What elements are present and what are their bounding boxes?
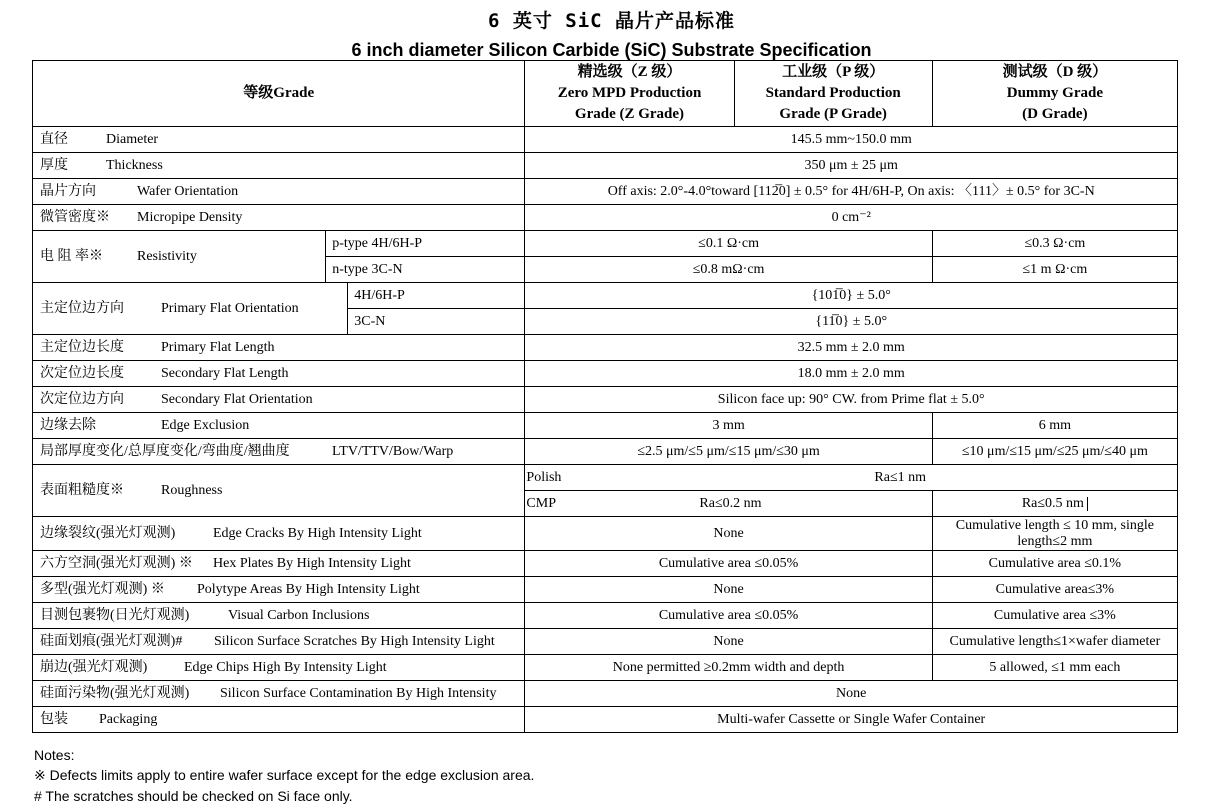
label-en: Thickness	[106, 158, 163, 173]
label-zh: 主定位边长度	[40, 340, 124, 355]
header-p-grade	[734, 61, 932, 127]
label-edge-exclusion	[33, 413, 525, 439]
header-grade: 等级Grade	[33, 61, 525, 127]
header-z-grade	[525, 61, 734, 127]
label-diameter	[33, 127, 525, 153]
resistivity-n-d: ≤1 m Ω·cm	[932, 257, 1177, 283]
text-cursor	[1087, 497, 1088, 511]
scratches-d: Cumulative length≤1×wafer diameter	[932, 629, 1177, 655]
label-en: Polytype Areas By High Intensity Light	[197, 582, 420, 597]
primary-flat-sub-2: 3C-N	[348, 309, 525, 335]
polish-value: Ra≤1 nm	[874, 470, 927, 485]
label-zh: 次定位边长度	[40, 366, 124, 381]
label-en: Edge Chips High By Intensity Light	[184, 660, 387, 675]
ltv-d: ≤10 μm/≤15 μm/≤25 μm/≤40 μm	[932, 439, 1177, 465]
label-en: Hex Plates By High Intensity Light	[213, 556, 411, 571]
edge-cracks-zp: None	[525, 517, 932, 551]
label-zh: 次定位边方向	[40, 392, 124, 407]
z-grade-zh: 精选级（Z 级）	[577, 64, 682, 80]
value-secondary-flat-orientation: Silicon face up: 90° CW. from Prime flat ± 5.0°	[525, 387, 1178, 413]
row-thickness	[33, 153, 1178, 179]
edge-chips-d: 5 allowed, ≤1 mm each	[932, 655, 1177, 681]
label-primary-flat-orientation	[33, 283, 348, 335]
specification-table	[32, 60, 1178, 733]
label-packaging	[33, 707, 525, 733]
label-zh: 边缘裂纹(强光灯观测)	[40, 526, 176, 541]
edge-exclusion-d: 6 mm	[932, 413, 1177, 439]
polish-wrap	[525, 465, 1177, 490]
label-zh: 目测包裹物(日光灯观测)	[40, 608, 190, 623]
label-primary-flat-length	[33, 335, 525, 361]
label-secondary-flat-length	[33, 361, 525, 387]
p-grade-zh: 工业级（P 级）	[782, 64, 885, 80]
label-en: Visual Carbon Inclusions	[228, 608, 370, 623]
label-orientation	[33, 179, 525, 205]
row-micropipe	[33, 205, 1178, 231]
row-diameter	[33, 127, 1178, 153]
label-zh: 微管密度※	[40, 210, 110, 225]
cmp-zp-value: Ra≤0.2 nm	[699, 496, 762, 511]
label-zh: 硅面污染物(强光灯观测)	[40, 686, 190, 701]
label-zh: 硅面划痕(强光灯观测)#	[40, 634, 183, 649]
header-d-grade	[932, 61, 1177, 127]
label-carbon	[33, 603, 525, 629]
hex-plates-zp: Cumulative area ≤0.05%	[525, 551, 932, 577]
row-edge-exclusion	[33, 413, 1178, 439]
edge-chips-zp: None permitted ≥0.2mm width and depth	[525, 655, 932, 681]
label-en: Diameter	[106, 132, 159, 147]
ltv-zp: ≤2.5 μm/≤5 μm/≤15 μm/≤30 μm	[525, 439, 932, 465]
value-micropipe: 0 cm⁻²	[525, 205, 1178, 231]
label-roughness	[33, 465, 525, 517]
p-grade-en2: Grade (P Grade)	[779, 106, 887, 122]
roughness-cmp-d	[932, 491, 1177, 517]
label-zh: 表面粗糙度※	[40, 483, 124, 498]
cmp-d-value: Ra≤0.5 nm	[1021, 496, 1084, 511]
value-primary-flat-length: 32.5 mm ± 2.0 mm	[525, 335, 1178, 361]
primary-flat-sub-1: 4H/6H-P	[348, 283, 525, 309]
label-polytype	[33, 577, 525, 603]
label-zh: 多型(强光灯观测) ※	[40, 582, 165, 597]
polytype-zp: None	[525, 577, 932, 603]
label-micropipe	[33, 205, 525, 231]
label-contamination	[33, 681, 525, 707]
note-scratches: # The scratches should be checked on Si face only.	[34, 788, 353, 804]
label-zh: 晶片方向	[40, 184, 96, 199]
primary-flat-value-2: {11̅0} ± 5.0°	[525, 309, 1178, 335]
hex-plates-d: Cumulative area ≤0.1%	[932, 551, 1177, 577]
document-title-english: 6 inch diameter Silicon Carbide (SiC) Substrate Specification	[351, 40, 872, 60]
row-edge-cracks	[33, 517, 1178, 551]
row-orientation	[33, 179, 1178, 205]
label-en: Silicon Surface Contamination By High Intensity	[220, 686, 497, 701]
d-grade-en2: (D Grade)	[1022, 106, 1088, 122]
packaging-value: Multi-wafer Cassette or Single Wafer Container	[525, 707, 1178, 733]
label-en: Primary Flat Orientation	[161, 301, 299, 316]
row-secondary-flat-orientation	[33, 387, 1178, 413]
label-secondary-flat-orientation	[33, 387, 525, 413]
label-zh: 局部厚度变化/总厚度变化/弯曲度/翘曲度	[40, 444, 290, 459]
label-zh: 直径	[40, 132, 68, 147]
row-scratches	[33, 629, 1178, 655]
resistivity-p-zp: ≤0.1 Ω·cm	[525, 231, 932, 257]
label-thickness	[33, 153, 525, 179]
document-title-chinese: 6 英寸 SiC 晶片产品标准	[487, 10, 736, 32]
row-roughness-polish	[33, 465, 1178, 491]
label-ltv	[33, 439, 525, 465]
roughness-cmp-cell	[525, 491, 932, 517]
resistivity-n-zp: ≤0.8 mΩ·cm	[525, 257, 932, 283]
z-grade-en2: Grade (Z Grade)	[574, 106, 685, 122]
row-resistivity-p	[33, 231, 1178, 257]
edge-exclusion-zp: 3 mm	[525, 413, 932, 439]
header-row	[33, 61, 1178, 127]
value-thickness: 350 μm ± 25 μm	[525, 153, 1178, 179]
label-en: Packaging	[99, 712, 158, 727]
polish-label: Polish	[526, 470, 562, 485]
primary-flat-value-1: {101̅0} ± 5.0°	[525, 283, 1178, 309]
label-en: Primary Flat Length	[161, 340, 275, 355]
row-contamination	[33, 681, 1178, 707]
contamination-value: None	[525, 681, 1178, 707]
label-resistivity	[33, 231, 326, 283]
edge-cracks-d-line2: length≤2 mm	[1017, 533, 1093, 549]
row-ltv	[33, 439, 1178, 465]
d-grade-zh: 测试级（D 级）	[1002, 64, 1108, 80]
label-zh: 电 阻 率※	[40, 249, 103, 264]
label-en: Roughness	[161, 483, 223, 498]
resistivity-p-type: p-type 4H/6H-P	[326, 231, 525, 257]
row-packaging	[33, 707, 1178, 733]
row-primary-flat-orientation-1	[33, 283, 1178, 309]
edge-cracks-d-line1: Cumulative length ≤ 10 mm, single	[955, 517, 1154, 533]
row-polytype	[33, 577, 1178, 603]
cmp-wrap	[525, 491, 931, 516]
z-grade-en1: Zero MPD Production	[557, 85, 702, 101]
label-en: Micropipe Density	[137, 210, 243, 225]
row-primary-flat-length	[33, 335, 1178, 361]
carbon-d: Cumulative area ≤3%	[932, 603, 1177, 629]
cmp-label: CMP	[526, 496, 556, 511]
label-zh: 主定位边方向	[40, 301, 124, 316]
resistivity-n-type: n-type 3C-N	[326, 257, 525, 283]
label-zh: 崩边(强光灯观测)	[40, 660, 148, 675]
row-carbon	[33, 603, 1178, 629]
value-secondary-flat-length: 18.0 mm ± 2.0 mm	[525, 361, 1178, 387]
label-en: Secondary Flat Length	[161, 366, 289, 381]
label-en: Resistivity	[137, 249, 197, 264]
label-zh: 六方空洞(强光灯观测) ※	[40, 556, 193, 571]
d-grade-en1: Dummy Grade	[1006, 85, 1103, 101]
label-hex-plates	[33, 551, 525, 577]
row-secondary-flat-length	[33, 361, 1178, 387]
label-en: Secondary Flat Orientation	[161, 392, 313, 407]
row-hex-plates	[33, 551, 1178, 577]
label-zh: 边缘去除	[40, 418, 96, 433]
resistivity-p-d: ≤0.3 Ω·cm	[932, 231, 1177, 257]
label-en: LTV/TTV/Bow/Warp	[332, 444, 454, 459]
roughness-polish-cell	[525, 465, 1178, 491]
note-defects: ※ Defects limits apply to entire wafer surface except for the edge exclusion area.	[34, 767, 535, 783]
label-edge-chips	[33, 655, 525, 681]
label-en: Edge Cracks By High Intensity Light	[213, 526, 422, 541]
label-zh: 包装	[40, 712, 68, 727]
label-zh: 厚度	[40, 158, 68, 173]
p-grade-en1: Standard Production	[765, 85, 901, 101]
value-orientation: Off axis: 2.0°-4.0°toward [112̅0] ± 0.5° for 4H/6H-P, On axis: 〈111〉± 0.5° for 3C-N	[525, 179, 1178, 205]
scratches-zp: None	[525, 629, 932, 655]
label-scratches	[33, 629, 525, 655]
value-diameter: 145.5 mm~150.0 mm	[525, 127, 1178, 153]
label-edge-cracks	[33, 517, 525, 551]
carbon-zp: Cumulative area ≤0.05%	[525, 603, 932, 629]
label-en: Edge Exclusion	[161, 418, 250, 433]
edge-cracks-d	[932, 517, 1177, 551]
polytype-d: Cumulative area≤3%	[932, 577, 1177, 603]
row-edge-chips	[33, 655, 1178, 681]
label-en: Silicon Surface Scratches By High Intensity Light	[214, 634, 495, 649]
label-en: Wafer Orientation	[137, 184, 239, 199]
notes-heading: Notes:	[34, 747, 75, 763]
